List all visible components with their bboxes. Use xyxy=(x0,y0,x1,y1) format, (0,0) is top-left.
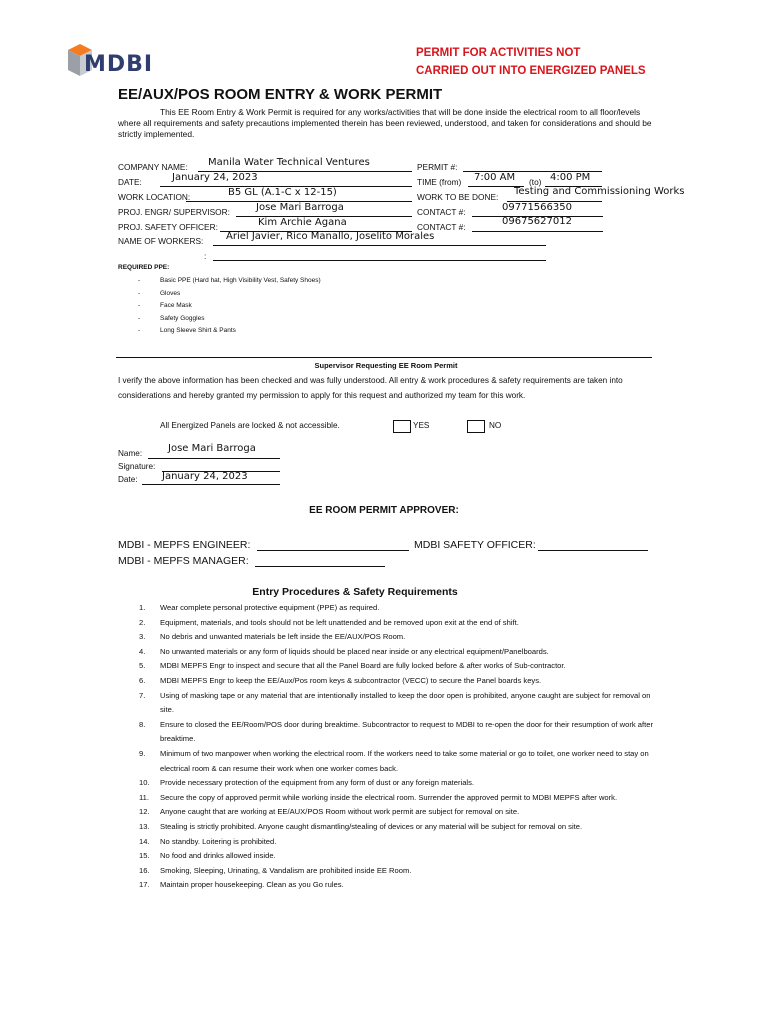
procedure-number: 2. xyxy=(139,617,146,627)
name-value: Jose Mari Barroga xyxy=(168,443,256,454)
safety-officer-approver-label: MDBI SAFETY OFFICER: xyxy=(414,539,536,551)
procedure-number: 1. xyxy=(139,603,146,612)
procedure-number: 4. xyxy=(139,646,146,656)
yes-label: YES xyxy=(413,421,430,430)
procedure-item xyxy=(139,645,659,660)
procedure-number: 8. xyxy=(139,719,146,729)
time-from-value: 7:00 AM xyxy=(474,172,516,183)
mepfs-manager-label: MDBI - MEPFS MANAGER: xyxy=(118,555,249,567)
date-value: January 24, 2023 xyxy=(172,172,258,183)
procedure-text: No standby. Loitering is prohibited. xyxy=(160,836,277,846)
permit-field xyxy=(463,159,602,172)
procedure-text: Equipment, materials, and tools should not be left unattended and be removed upon exit at the end of shift. xyxy=(160,617,519,627)
procedure-item xyxy=(139,747,659,776)
mepfs-engineer-label: MDBI - MEPFS ENGINEER: xyxy=(118,539,251,551)
procedure-item xyxy=(139,835,659,850)
procedure-item xyxy=(139,616,659,631)
procedure-number: 13. xyxy=(139,821,150,831)
procedure-text: Smoking, Sleeping, Urinating, & Vandalism are prohibited inside EE Room. xyxy=(160,865,412,875)
supervisor-title: Supervisor Requesting EE Room Permit xyxy=(314,361,458,370)
procedure-text: Provide necessary protection of the equipment from any form of dust or any foreign materials. xyxy=(160,778,475,788)
procedure-item xyxy=(139,601,659,616)
work-label: WORK TO BE DONE: xyxy=(417,192,499,202)
permit-note-line-2: CARRIED OUT INTO ENERGIZED PANELS xyxy=(416,65,646,77)
procedure-number: 16. xyxy=(139,865,150,875)
procedure-number: 12. xyxy=(139,807,150,817)
procedure-number: 6. xyxy=(139,675,146,685)
procedure-item xyxy=(139,878,659,893)
company-logo xyxy=(66,42,176,82)
safety-officer-approver-field[interactable] xyxy=(538,538,648,551)
procedure-text: Anyone caught that are working at EE/AUX/POS Room without work permit are subject for removal on site. xyxy=(160,807,520,817)
procedure-text: MDBI MEPFS Engr to inspect and secure that all the Panel Board are fully locked before & after works of Sub-contractor. xyxy=(160,661,566,671)
no-label: NO xyxy=(489,421,502,430)
procedure-item xyxy=(139,718,659,747)
procedure-text: Minimum of two manpower when working the electrical room. If the workers need to take some material or go to toilet, one worker need to stay on electrical room & can resume their work when one worker comes back. xyxy=(160,748,649,773)
panels-statement: All Energized Panels are locked & not accessible. xyxy=(160,421,340,430)
procedure-text: No unwanted materials or any form of liquids should be placed near inside or any electrical equipment/Panelboards. xyxy=(160,646,549,656)
procedure-text: Secure the copy of approved permit while working inside the electrical room. Surrender the approved permit to MDBI MEPFS after work. xyxy=(160,792,618,802)
approver-title: EE ROOM PERMIT APPROVER: xyxy=(309,505,459,516)
page-title: EE/AUX/POS ROOM ENTRY & WORK PERMIT xyxy=(118,86,443,103)
time-from-label: TIME (from) xyxy=(417,177,462,187)
ppe-item: - Gloves xyxy=(138,289,181,297)
procedures-list xyxy=(139,601,659,893)
procedure-number: 15. xyxy=(139,851,150,861)
procedure-number: 17. xyxy=(139,880,150,890)
procedure-item xyxy=(139,630,659,645)
ppe-item: - Face Mask xyxy=(138,302,192,310)
procedure-number: 10. xyxy=(139,778,150,788)
contact-value-1: 09771566350 xyxy=(502,202,572,213)
ppe-list xyxy=(138,275,321,338)
procedure-number: 5. xyxy=(139,661,146,671)
engr-value: Jose Mari Barroga xyxy=(256,202,344,213)
signature-label: Signature: xyxy=(118,462,156,471)
company-value: Manila Water Technical Ventures xyxy=(208,157,370,168)
date-label: DATE: xyxy=(118,177,142,187)
sup-date-value: January 24, 2023 xyxy=(162,471,248,482)
procedure-item xyxy=(139,674,659,689)
workers-field-2 xyxy=(213,248,546,261)
procedure-item xyxy=(139,820,659,835)
name-label: Name: xyxy=(118,449,143,458)
company-label: COMPANY NAME: xyxy=(118,162,188,172)
time-to-label: (to) xyxy=(529,177,542,187)
procedure-item xyxy=(139,776,659,791)
procedure-text: MDBI MEPFS Engr to keep the EE/Aux/Pos room keys & subcontractor (VECC) to secure the Panel boards keys. xyxy=(160,675,542,685)
procedure-number: 7. xyxy=(139,690,146,700)
permit-label: PERMIT #: xyxy=(417,162,458,172)
permit-note xyxy=(416,44,646,80)
section-divider xyxy=(116,357,652,358)
contact-value-2: 09675627012 xyxy=(502,216,572,227)
workers-value: Ariel Javier, Rico Manallo, Joselito Morales xyxy=(226,231,435,242)
procedure-text: No debris and unwanted materials be left inside the EE/AUX/POS Room. xyxy=(160,632,406,642)
procedures-title: Entry Procedures & Safety Requirements xyxy=(252,586,458,598)
procedure-text: Ensure to closed the EE/Room/POS door during breaktime. Subcontractor to request to MDBI to re-open the door for their resumption of work after breaktime. xyxy=(160,719,653,744)
procedure-item xyxy=(139,791,659,806)
procedure-item xyxy=(139,659,659,674)
logo-text: MDBI xyxy=(84,52,154,77)
safety-officer-value: Kim Archie Agana xyxy=(258,217,347,228)
engr-label: PROJ. ENGR/ SUPERVISOR: xyxy=(118,207,230,217)
ppe-item: - Safety Goggles xyxy=(138,314,205,322)
intro-paragraph: This EE Room Entry & Work Permit is required for any works/activities that will be done inside the electrical room to all floor/levels where all requirements and safety precautions implemented therein has been reviewed, understood, and taken for considerations and should be strictly implemented. xyxy=(118,107,652,139)
procedure-text: Maintain proper housekeeping. Clean as you Go rules. xyxy=(160,880,344,890)
work-value: Testing and Commissioning Works xyxy=(514,186,685,197)
location-label: WORK LOCATION: xyxy=(118,192,191,202)
yes-checkbox[interactable] xyxy=(393,420,411,433)
procedure-text: Stealing is strictly prohibited. Anyone caught dismantling/stealing of devices or any material will be subject for removal on site. xyxy=(160,821,583,831)
procedure-number: 11. xyxy=(139,792,149,802)
mepfs-engineer-field[interactable] xyxy=(257,538,409,551)
contact-label-2: CONTACT #: xyxy=(417,222,466,232)
permit-note-line-1: PERMIT FOR ACTIVITIES NOT xyxy=(416,47,581,59)
ppe-item: - Long Sleeve Shirt & Pants xyxy=(138,327,236,335)
procedure-item xyxy=(139,689,659,718)
procedure-number: 14. xyxy=(139,836,150,846)
workers-colon: : xyxy=(204,251,207,261)
time-to-value: 4:00 PM xyxy=(550,172,591,183)
workers-label: NAME OF WORKERS: xyxy=(118,236,204,246)
procedure-item xyxy=(139,849,659,864)
ppe-title: REQUIRED PPE: xyxy=(118,264,170,271)
procedure-number: 9. xyxy=(139,748,146,758)
procedure-item xyxy=(139,805,659,820)
procedure-text: Using of masking tape or any material that are intentionally installed to keep the door open is prohibited, anyone caught are subject for removal on site. xyxy=(160,690,651,715)
safety-officer-label: PROJ. SAFETY OFFICER: xyxy=(118,222,218,232)
procedure-text: No food and drinks allowed inside. xyxy=(160,851,276,861)
ppe-item: - Basic PPE (Hard hat, High Visibility Vest, Safety Shoes) xyxy=(138,277,321,284)
mepfs-manager-field[interactable] xyxy=(255,554,385,567)
sup-date-label: Date: xyxy=(118,475,138,484)
contact-label-1: CONTACT #: xyxy=(417,207,466,217)
no-checkbox[interactable] xyxy=(467,420,485,433)
procedure-item xyxy=(139,864,659,879)
procedure-text: Wear complete personal protective equipment (PPE) as required. xyxy=(160,603,380,612)
verify-paragraph: I verify the above information has been checked and was fully understood. All entry & work procedures & safety requirements are taken into considerations and hereby granted my permission to apply for this request and authorized my team for this work. xyxy=(118,376,623,400)
location-value: B5 GL (A.1-C x 12-15) xyxy=(228,187,337,198)
procedure-number: 3. xyxy=(139,632,146,642)
